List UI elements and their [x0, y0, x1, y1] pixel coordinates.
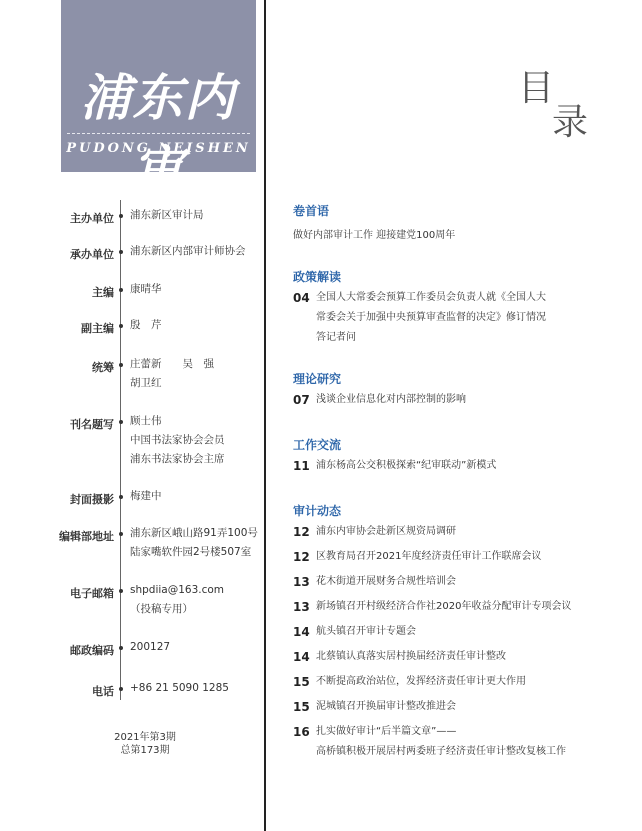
info-value-line: 浦东书法家协会主席 [130, 453, 225, 465]
entry-title [316, 622, 416, 642]
info-label: 电话 [92, 685, 114, 698]
bullet-dot [119, 532, 123, 536]
info-value [130, 679, 229, 698]
page-number: 14 [293, 625, 310, 639]
bullet-dot [119, 363, 123, 367]
page-number: 14 [293, 650, 310, 664]
entry-title-line: 不断提高政治站位，发挥经济责任审计更大作用 [316, 676, 526, 687]
section-title: 审计动态 [293, 504, 342, 518]
entry-title [316, 547, 541, 567]
entry-title-line: 北蔡镇认真落实居村换届经济责任审计整改 [316, 651, 506, 662]
info-value-line: 顾士伟 [130, 415, 162, 427]
entry-title-line: 扎实做好审计“后半篇文章”—— [316, 726, 457, 737]
entry-title [316, 522, 456, 542]
toc-heading [518, 60, 598, 143]
info-value-line: shpdiia@163.com [130, 584, 225, 596]
info-value-line: 殷 芹 [130, 319, 162, 331]
bullet-dot [119, 324, 123, 328]
info-column-line [120, 200, 121, 700]
section-title: 卷首语 [293, 204, 330, 218]
info-label: 主办单位 [70, 212, 114, 225]
entry-title [316, 456, 496, 476]
info-value-line: （投稿专用） [130, 603, 193, 615]
info-label: 统筹 [92, 361, 114, 374]
toc-heading-char-1: 目 [518, 68, 555, 109]
page-number: 13 [293, 575, 310, 589]
info-value [130, 242, 246, 261]
entry-title-line: 浦东内审协会赴新区规资局调研 [316, 526, 456, 537]
toc-heading-char-2: 录 [552, 102, 589, 143]
entry-title-line: 区教育局召开2021年度经济责任审计工作联席会议 [316, 551, 542, 562]
entry-title-line: 常委会关于加强中央预算审查监督的决定》修订情况 [316, 312, 546, 323]
page-number: 04 [293, 291, 310, 305]
info-label: 主编 [92, 286, 114, 299]
entry-title-line: 泥城镇召开换届审计整改推进会 [316, 701, 456, 712]
entry-title-line: 做好内部审计工作 迎接建党100周年 [293, 230, 456, 241]
masthead-subtitle: PUDONG NEISHEN [66, 141, 251, 156]
entry-title [316, 390, 466, 410]
page-number: 15 [293, 675, 310, 689]
entry-title [316, 722, 566, 762]
page-number: 15 [293, 700, 310, 714]
entry-title-line: 高桥镇积极开展居村两委班子经济责任审计整改复核工作 [316, 746, 566, 757]
entry-title [316, 647, 506, 667]
info-value-line: 浦东新区峨山路91弄100号 [130, 527, 258, 539]
info-label: 承办单位 [70, 248, 114, 261]
entry-title-line: 航头镇召开审计专题会 [316, 626, 416, 637]
info-value [130, 638, 170, 657]
bullet-dot [119, 288, 123, 292]
info-value-line: 康晴华 [130, 283, 162, 295]
issue-line-2: 总第173期 [120, 745, 170, 756]
page-number: 16 [293, 725, 310, 739]
info-value-line: 胡卫红 [130, 377, 162, 389]
page-number: 12 [293, 550, 310, 564]
info-value [130, 280, 162, 299]
entry-title [316, 672, 526, 692]
entry-title-line: 全国人大常委会预算工作委员会负责人就《全国人大 [316, 292, 546, 303]
bullet-dot [119, 687, 123, 691]
info-label: 邮政编码 [70, 644, 114, 657]
masthead [61, 0, 256, 199]
info-value [130, 487, 162, 506]
page-number: 12 [293, 525, 310, 539]
section-title: 理论研究 [293, 372, 342, 386]
bullet-dot [119, 495, 123, 499]
info-label: 副主编 [81, 322, 114, 335]
vertical-divider [264, 0, 266, 831]
info-value [130, 355, 214, 393]
entry-title-line: 浅谈企业信息化对内部控制的影响 [316, 394, 466, 405]
entry-title [316, 697, 456, 717]
entry-title [293, 226, 455, 246]
entry-title-line: 答记者问 [316, 332, 356, 343]
bullet-dot [119, 646, 123, 650]
page-number: 11 [293, 459, 310, 473]
info-label: 编辑部地址 [59, 530, 114, 543]
bullet-dot [119, 589, 123, 593]
entry-title-line: 花木街道开展财务合规性培训会 [316, 576, 456, 587]
info-label: 封面摄影 [70, 493, 114, 506]
info-value-line: 浦东新区审计局 [130, 209, 204, 221]
masthead-title: 浦东内审 [80, 68, 237, 199]
issue-number [90, 731, 200, 757]
info-value-line: 陆家嘴软件园2号楼507室 [130, 546, 252, 558]
masthead-rule [67, 133, 250, 134]
info-value [130, 412, 225, 469]
bullet-dot [119, 250, 123, 254]
bullet-dot [119, 214, 123, 218]
info-value [130, 316, 162, 335]
info-value-line: 庄蕾新 吴 强 [130, 358, 214, 370]
section-title: 政策解读 [293, 270, 342, 284]
info-value [130, 581, 224, 619]
page-number: 13 [293, 600, 310, 614]
entry-title-line: 浦东杨高公交积极探索“纪审联动”新模式 [316, 460, 497, 471]
info-value-line: +86 21 5090 1285 [130, 682, 229, 694]
bullet-dot [119, 420, 123, 424]
entry-title [316, 572, 456, 592]
entry-title-line: 新场镇召开村级经济合作社2020年收益分配审计专项会议 [316, 601, 572, 612]
info-value-line: 中国书法家协会会员 [130, 434, 225, 446]
entry-title [316, 597, 571, 617]
info-value [130, 206, 204, 225]
entry-title [316, 288, 546, 348]
page-number: 07 [293, 393, 310, 407]
info-label: 电子邮箱 [70, 587, 114, 600]
section-title: 工作交流 [293, 438, 342, 452]
info-value-line: 200127 [130, 641, 171, 653]
issue-line-1: 2021年第3期 [114, 732, 176, 743]
info-value-line: 梅建中 [130, 490, 162, 502]
info-value [130, 524, 258, 562]
info-value-line: 浦东新区内部审计师协会 [130, 245, 246, 257]
info-label: 刊名题写 [70, 418, 114, 431]
